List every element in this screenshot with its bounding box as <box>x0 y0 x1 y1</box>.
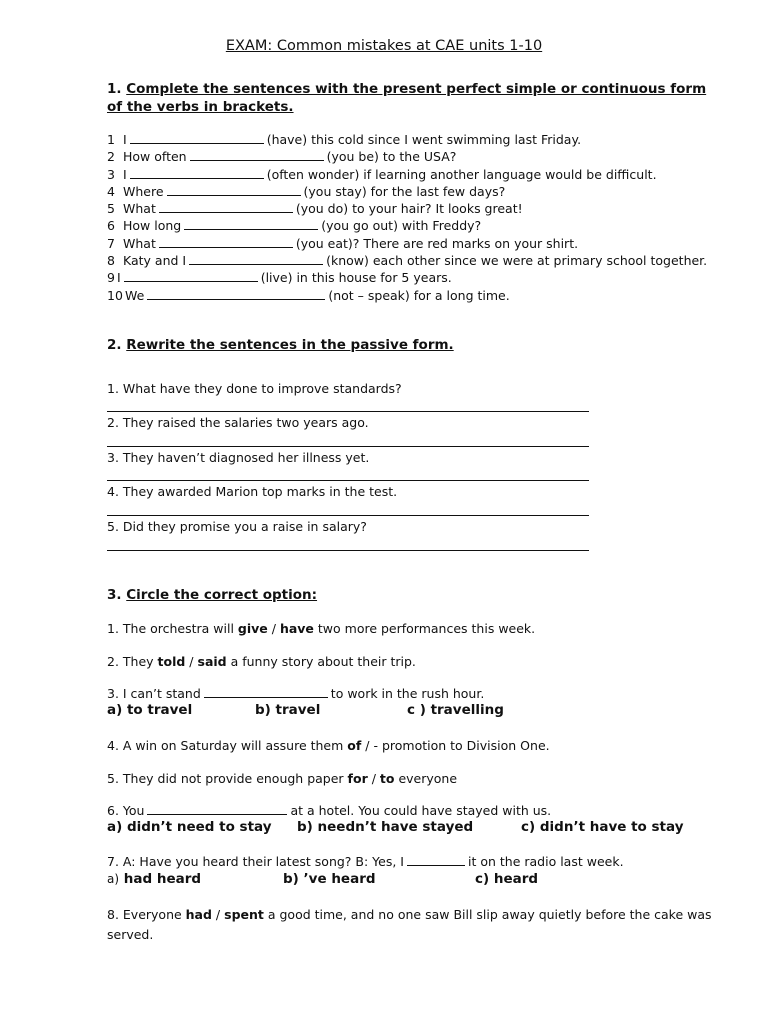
item-text-after: (know) each other since we were at primary school together. <box>326 253 708 269</box>
item-number: 4 <box>107 183 115 199</box>
list-item <box>107 200 727 217</box>
option-separator: / <box>267 621 280 636</box>
item-number: 2 <box>107 149 115 165</box>
option-word[interactable]: told <box>157 654 186 669</box>
list-item <box>107 269 727 286</box>
item-text-after: (have) this cold since I went swimming last Friday. <box>266 132 582 147</box>
section-3-instruction: Circle the correct option: <box>126 587 318 603</box>
list-item <box>107 131 727 148</box>
question-text: it on the radio last week. <box>468 854 624 869</box>
option-word[interactable]: to <box>379 771 395 786</box>
option-b[interactable]: b) needn’t have stayed <box>297 819 474 835</box>
item-text-before: What <box>123 235 156 251</box>
answer-line[interactable] <box>107 446 589 447</box>
question-text: 1. The orchestra will <box>107 621 238 636</box>
option-a-label: a) <box>107 872 120 886</box>
item-text-after: (you go out) with Freddy? <box>321 218 482 234</box>
question-text: to work in the rush hour. <box>330 686 485 701</box>
option-c[interactable]: c ) travelling <box>407 702 504 718</box>
item-text-after: (you stay) for the last few days? <box>303 183 506 199</box>
answer-blank[interactable] <box>159 200 293 213</box>
list-item <box>107 287 727 304</box>
option-separator: / - <box>361 738 382 753</box>
item-text-after: (live) in this house for 5 years. <box>260 270 452 286</box>
question-text: 5. They did not provide enough paper <box>107 771 348 786</box>
question-text: two more performances this week. <box>313 621 536 636</box>
question-3 <box>107 685 727 702</box>
question-7-options <box>107 871 717 889</box>
question-2 <box>107 653 727 670</box>
item-number: 7 <box>107 235 115 251</box>
item-number: 8 <box>107 253 115 269</box>
list-item <box>107 235 727 252</box>
answer-line[interactable] <box>107 550 589 551</box>
item-text-after: (you eat)? There are red marks on your shirt. <box>295 235 579 251</box>
item-text-before: Katy and I <box>123 253 187 269</box>
list-item <box>107 148 727 165</box>
answer-blank[interactable] <box>167 183 301 196</box>
question-7 <box>107 853 727 870</box>
section-3-heading <box>107 586 717 604</box>
answer-line[interactable] <box>107 515 589 516</box>
answer-blank[interactable] <box>204 685 328 698</box>
question-6 <box>107 802 727 819</box>
option-b[interactable]: b) travel <box>255 702 321 718</box>
item-text-before: How long <box>123 218 182 234</box>
option-a[interactable]: a) to travel <box>107 702 193 718</box>
option-separator: / <box>185 654 198 669</box>
question-4 <box>107 737 727 754</box>
option-word[interactable]: give <box>237 621 268 636</box>
item-number: 5 <box>107 201 115 217</box>
item-text-before: What <box>123 201 156 217</box>
question-1 <box>107 620 727 637</box>
item-number: 6 <box>107 218 115 234</box>
option-word[interactable]: have <box>279 621 314 636</box>
answer-line[interactable] <box>107 480 589 481</box>
question-5 <box>107 770 727 787</box>
item-text-after: (you do) to your hair? It looks great! <box>295 201 523 217</box>
option-a[interactable] <box>107 871 201 887</box>
item-text-before: I <box>123 132 127 147</box>
item-text-before: I <box>117 270 121 286</box>
item-number: 3 <box>107 166 115 182</box>
answer-blank[interactable] <box>159 235 293 248</box>
answer-blank[interactable] <box>147 287 325 300</box>
item-number: 10 <box>107 287 123 303</box>
answer-blank[interactable] <box>130 166 264 179</box>
list-item <box>107 252 727 269</box>
question-6-options <box>107 819 717 837</box>
answer-line[interactable] <box>107 411 589 412</box>
question-text: 6. You <box>107 803 145 818</box>
answer-blank[interactable] <box>184 217 318 230</box>
answer-blank[interactable] <box>124 269 258 282</box>
item-text-after: (often wonder) if learning another language would be difficult. <box>266 166 657 182</box>
question-3-options <box>107 702 717 720</box>
item-text-after: (not – speak) for a long time. <box>328 287 510 303</box>
option-c[interactable]: c) heard <box>475 871 539 887</box>
item-number: 1 <box>107 132 115 147</box>
question-text: at a hotel. You could have stayed with us. <box>290 803 552 818</box>
section-1-heading <box>107 80 717 116</box>
section-1-instruction: Complete the sentences with the present perfect simple or continuous form of the verbs in brackets. <box>107 81 707 115</box>
section-1-number: 1. <box>107 81 122 97</box>
list-item <box>107 166 727 183</box>
question-text: 8. Everyone <box>107 907 186 922</box>
item-text-before: We <box>125 287 145 303</box>
section-3-number: 3. <box>107 587 122 603</box>
question-text: a funny story about their trip. <box>226 654 416 669</box>
option-word[interactable]: for <box>347 771 368 786</box>
option-a-text: had heard <box>123 871 202 887</box>
answer-blank[interactable] <box>407 853 465 866</box>
option-b[interactable]: b) ’ve heard <box>283 871 376 887</box>
list-item <box>107 183 727 200</box>
option-separator: / <box>367 771 380 786</box>
rewrite-sentence: 4. They awarded Marion top marks in the test. <box>107 484 398 499</box>
section-2-heading <box>107 336 717 354</box>
option-word[interactable]: said <box>197 654 227 669</box>
question-text: promotion to Division One. <box>381 738 550 753</box>
answer-blank[interactable] <box>189 252 323 265</box>
section-1-list <box>107 131 727 304</box>
rewrite-sentence: 1. What have they done to improve standards? <box>107 381 402 396</box>
question-text: everyone <box>394 771 458 786</box>
question-text: 7. A: Have you heard their latest song? B: Yes, I <box>107 854 404 869</box>
answer-blank[interactable] <box>130 131 264 144</box>
question-8 <box>107 905 715 945</box>
question-text: 4. A win on Saturday will assure them <box>107 738 348 753</box>
rewrite-sentence: 2. They raised the salaries two years ago. <box>107 415 369 430</box>
list-item <box>107 217 727 234</box>
option-c[interactable]: c) didn’t have to stay <box>521 819 684 835</box>
question-text: a good time, and no one saw Bill slip away quietly before the cake was served. <box>107 907 712 942</box>
section-2-instruction: Rewrite the sentences in the passive form. <box>126 337 454 353</box>
answer-blank[interactable] <box>190 148 324 161</box>
item-text-after: (you be) to the USA? <box>326 149 457 165</box>
answer-blank[interactable] <box>147 802 287 815</box>
item-number: 9 <box>107 270 115 286</box>
option-word[interactable]: of <box>347 738 362 753</box>
option-word[interactable]: spent <box>224 907 264 922</box>
question-text: 2. They <box>107 654 158 669</box>
option-word[interactable]: had <box>185 907 212 922</box>
question-text: 3. I can’t stand <box>107 686 201 701</box>
rewrite-sentence: 5. Did they promise you a raise in salary? <box>107 519 367 534</box>
section-2-number: 2. <box>107 337 122 353</box>
item-text-before: I <box>123 166 127 182</box>
option-a[interactable]: a) didn’t need to stay <box>107 819 272 835</box>
rewrite-sentence: 3. They haven’t diagnosed her illness yet. <box>107 450 370 465</box>
page-title: EXAM: Common mistakes at CAE units 1-10 <box>225 38 543 54</box>
item-text-before: How often <box>123 149 187 165</box>
option-separator: / <box>211 907 225 922</box>
item-text-before: Where <box>123 183 164 199</box>
